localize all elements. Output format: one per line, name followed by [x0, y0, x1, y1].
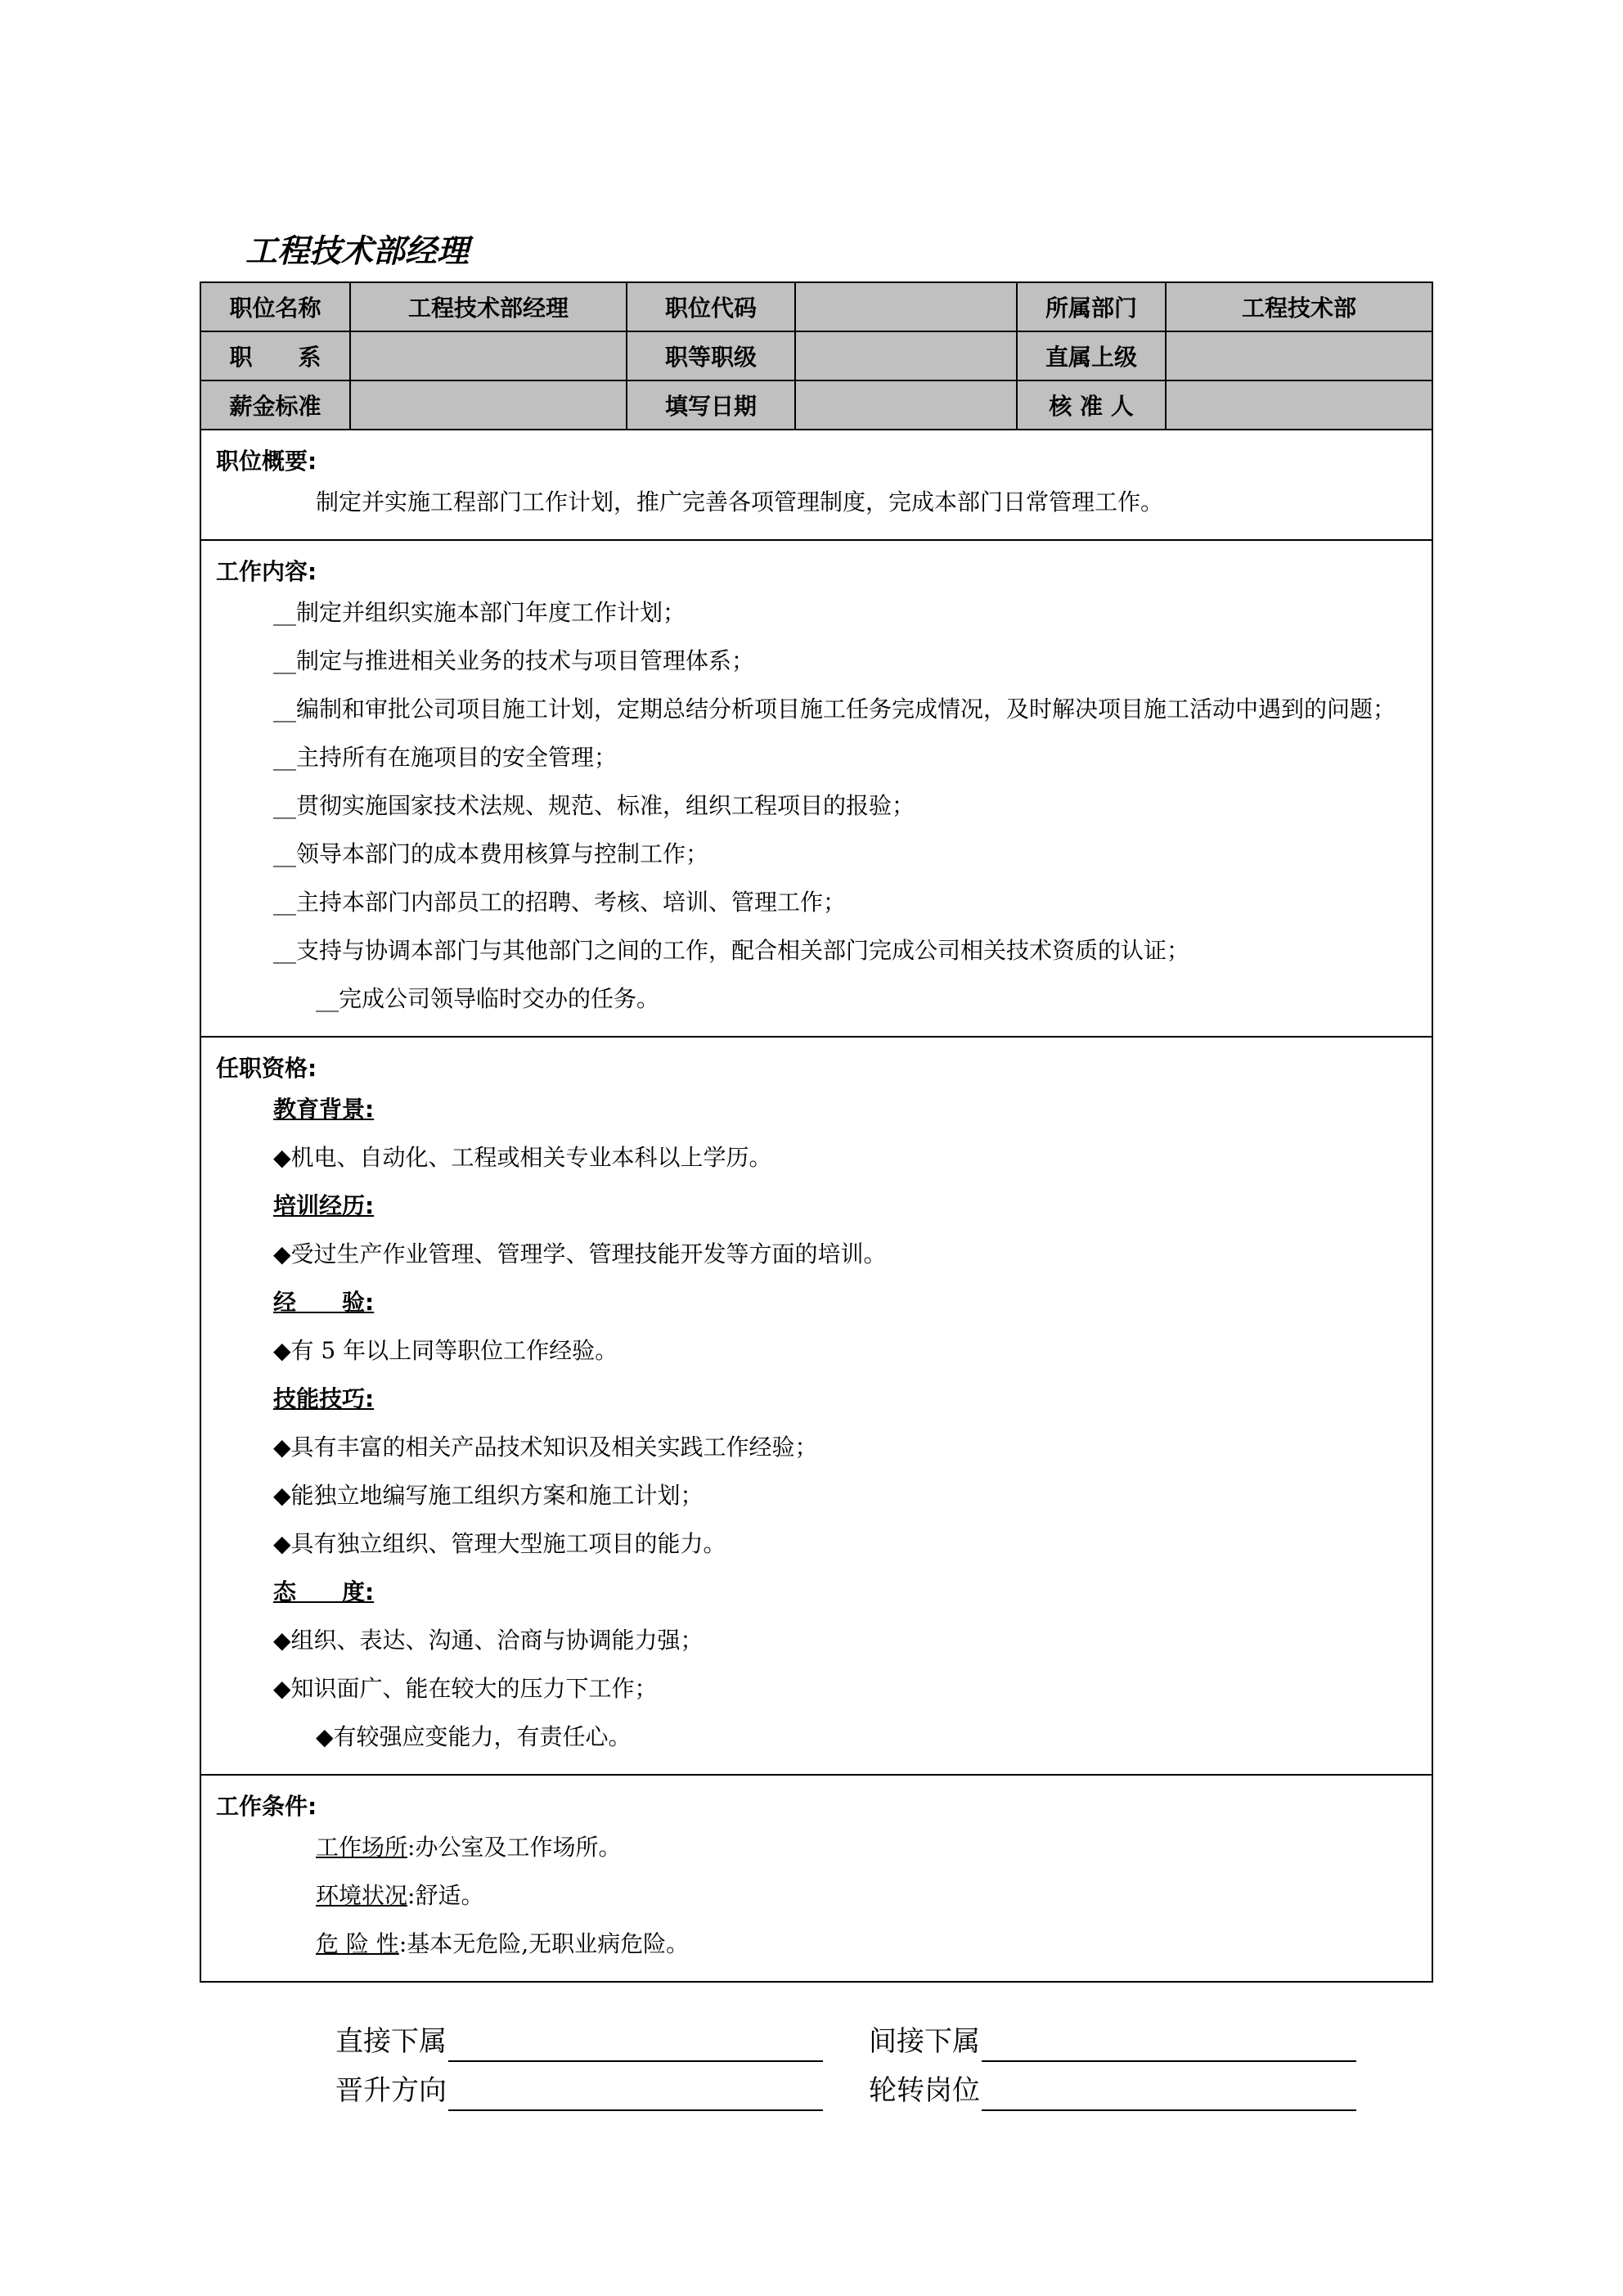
header-value-job-family: [351, 332, 627, 381]
promotion-path-label: 晋升方向: [335, 2074, 447, 2107]
experience-item: ◆有 5 年以上同等职位工作经验。: [273, 1337, 618, 1364]
qualifications-section: [201, 1038, 1432, 1776]
duty-item: __主持本部门内部员工的招聘、考核、培训、管理工作；: [273, 889, 847, 916]
header-label-department: 所属部门: [1018, 283, 1167, 332]
header-table: [201, 283, 1432, 430]
condition-item: [201, 1871, 1432, 1920]
attitude-item: ◆知识面广、能在较大的压力下工作；: [273, 1675, 658, 1702]
duty-item: __主持所有在施项目的安全管理；: [273, 744, 618, 771]
indirect-subordinates-field: [869, 2021, 1356, 2062]
duty-item: __贯彻实施国家技术法规、规范、标准，组织工程项目的报验；: [273, 792, 915, 819]
training-item: ◆受过生产作业管理、管理学、管理技能开发等方面的培训。: [273, 1240, 887, 1267]
duties-section: [201, 541, 1432, 1038]
duty-item: __制定与推进相关业务的技术与项目管理体系；: [273, 647, 755, 674]
header-label-supervisor: 直属上级: [1018, 332, 1167, 381]
promotion-path-blank[interactable]: [448, 2078, 823, 2111]
summary-text: 制定并实施工程部门工作计划，推广完善各项管理制度，完成本部门日常管理工作。: [316, 488, 1164, 515]
attitude-item: ◆组织、表达、沟通、洽商与协调能力强；: [273, 1627, 704, 1654]
education-item: ◆机电、自动化、工程或相关专业本科以上学历。: [273, 1144, 772, 1171]
direct-subordinates-field: [335, 2021, 823, 2062]
header-label-grade: 职等职级: [627, 332, 796, 381]
direct-subordinates-label: 直接下属: [335, 2025, 447, 2058]
duty-item: __领导本部门的成本费用核算与控制工作；: [273, 840, 709, 867]
conditions-heading: 工作条件:: [216, 1793, 317, 1820]
experience-label: 经 验:: [273, 1289, 375, 1316]
condition-item: [201, 1823, 1432, 1871]
education-label: 教育背景:: [273, 1096, 375, 1123]
header-value-supervisor: [1167, 332, 1432, 381]
page-title: 工程技术部经理: [245, 233, 470, 270]
indirect-subordinates-blank[interactable]: [982, 2029, 1356, 2062]
indirect-subordinates-label: 间接下属: [869, 2025, 980, 2058]
summary-heading: 职位概要:: [216, 448, 317, 475]
skills-item: ◆具有丰富的相关产品技术知识及相关实践工作经验；: [273, 1434, 818, 1461]
rotation-post-field: [869, 2070, 1356, 2111]
condition-value: :舒适。: [407, 1882, 484, 1909]
rotation-post-blank[interactable]: [982, 2078, 1356, 2111]
duties-heading: 工作内容:: [216, 558, 317, 585]
direct-subordinates-blank[interactable]: [448, 2029, 823, 2062]
duty-item: __支持与协调本部门与其他部门之间的工作，配合相关部门完成公司相关技术资质的认证；: [273, 937, 1190, 964]
summary-section: [201, 430, 1432, 541]
rotation-post-label: 轮转岗位: [869, 2074, 980, 2107]
duty-item: __完成公司领导临时交办的任务。: [316, 985, 660, 1012]
header-value-approver: [1167, 381, 1432, 430]
header-label-fill-date: 填写日期: [627, 381, 796, 430]
condition-label: 工作场所: [316, 1834, 408, 1861]
promotion-path-field: [335, 2070, 823, 2111]
duty-item: __制定并组织实施本部门年度工作计划；: [273, 599, 686, 626]
skills-label: 技能技巧:: [273, 1385, 375, 1412]
header-label-position-code: 职位代码: [627, 283, 796, 332]
condition-value: :办公室及工作场所。: [407, 1834, 622, 1861]
header-label-position-name: 职位名称: [201, 283, 351, 332]
header-value-fill-date: [796, 381, 1018, 430]
header-value-grade: [796, 332, 1018, 381]
job-description-form: [200, 281, 1433, 1983]
condition-item: [201, 1920, 1432, 1968]
skills-item: ◆具有独立组织、管理大型施工项目的能力。: [273, 1530, 726, 1557]
header-value-salary: [351, 381, 627, 430]
skills-item: ◆能独立地编写施工组织方案和施工计划；: [273, 1482, 704, 1509]
header-value-department: 工程技术部: [1167, 283, 1432, 332]
header-label-salary: 薪金标准: [201, 381, 351, 430]
attitude-label: 态 度:: [273, 1578, 375, 1605]
condition-value: :基本无危险,无职业病危险。: [398, 1930, 690, 1957]
duty-item: __编制和审批公司项目施工计划，定期总结分析项目施工任务完成情况，及时解决项目施工活动中遇到的问题；: [273, 696, 1396, 723]
qualifications-heading: 任职资格:: [216, 1055, 317, 1082]
condition-label: 危 险 性: [316, 1930, 399, 1957]
header-value-position-code: [796, 283, 1018, 332]
header-label-job-family: 职 系: [201, 332, 351, 381]
attitude-item: ◆有较强应变能力，有责任心。: [316, 1723, 632, 1750]
conditions-section: [201, 1776, 1432, 1981]
header-value-position-name: 工程技术部经理: [351, 283, 627, 332]
header-label-approver: 核 准 人: [1018, 381, 1167, 430]
condition-label: 环境状况: [316, 1882, 408, 1909]
training-label: 培训经历:: [273, 1192, 375, 1219]
